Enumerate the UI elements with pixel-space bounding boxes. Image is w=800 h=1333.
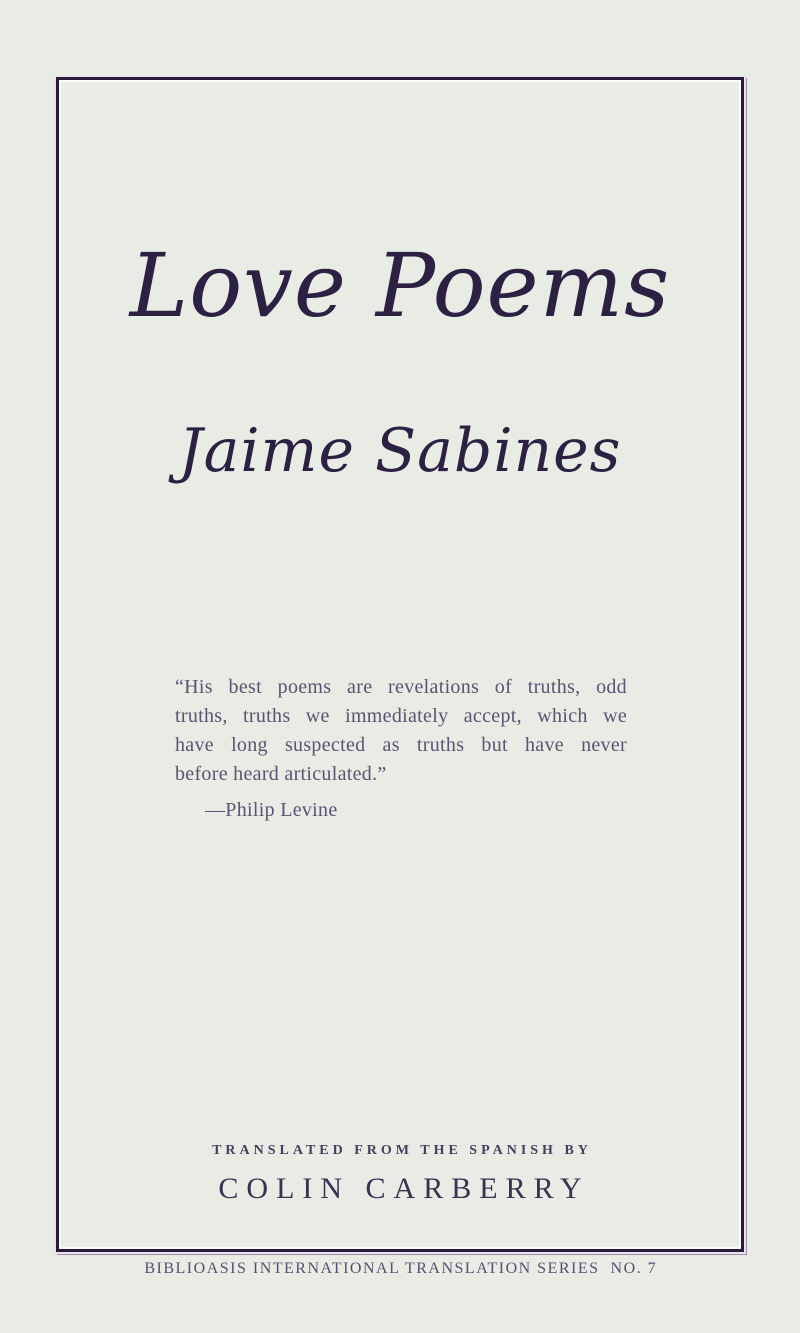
translator-tagline: TRANSLATED FROM THE SPANISH BY [212, 1143, 592, 1158]
book-title: Love Poems [129, 234, 671, 337]
review-blurb [175, 673, 627, 789]
translator-name: COLIN CARBERRY [218, 1172, 590, 1205]
blurb-line-4: before heard articulated.” [175, 763, 387, 785]
blurb-line-1: “His best poems are revelations of truths, odd [175, 676, 627, 698]
series-line: BIBLIOASIS INTERNATIONAL TRANSLATION SERIES NO. 7 [144, 1260, 658, 1277]
blurb-attribution: —Philip Levine [205, 799, 338, 821]
book-author: Jaime Sabines [178, 416, 622, 486]
blurb-line-3: have long suspected as truths but have never [175, 734, 627, 756]
blurb-line-2: truths, truths we immediately accept, which we [175, 705, 627, 727]
